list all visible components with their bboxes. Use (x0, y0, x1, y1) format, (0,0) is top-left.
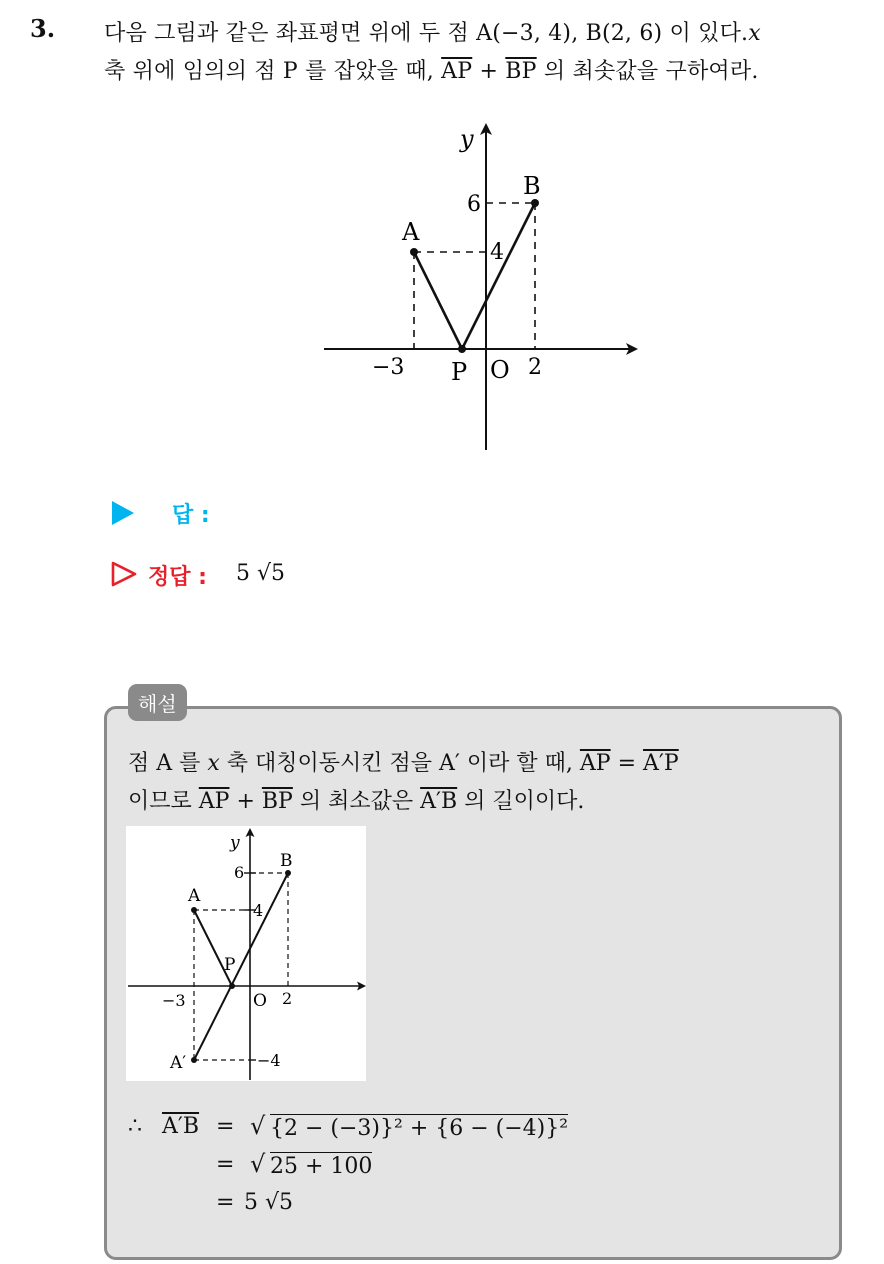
point-a-prime (191, 1057, 197, 1063)
explanation-text-4: 의 최소값은 (292, 789, 421, 814)
sqrt-sign-2: √ (250, 1150, 266, 1178)
segment-ap-3: $\overline{AP}$ (198, 789, 230, 814)
explanation-text: 점 A 를 (128, 751, 208, 776)
segment-bp: $\overline{BP}$ (505, 59, 537, 84)
label-p: P (451, 358, 468, 386)
tick-label-4: 4 (490, 240, 504, 265)
answer-label: 답 : (172, 503, 210, 528)
tick-label-2-2: 2 (282, 989, 293, 1008)
correct-marker-icon (110, 560, 138, 588)
explanation-line-1 (128, 746, 679, 777)
point-p (458, 345, 466, 353)
tick-label-minus4: −4 (257, 1051, 281, 1070)
reflection-figure (126, 826, 366, 1081)
question-text-3: 의 최솟값을 구하여라. (536, 59, 759, 84)
tick-label-4-2: 4 (253, 901, 264, 920)
tick-label-minus3: −3 (372, 355, 405, 380)
sqrt-sign-1: √ (250, 1112, 266, 1140)
x-variable-2: x (207, 751, 220, 776)
question-line-2 (104, 54, 759, 85)
explanation-tag: 해설 (128, 684, 187, 721)
label-a-2: A (188, 886, 201, 906)
plus-sign: + (472, 59, 506, 84)
question-text: 다음 그림과 같은 좌표평면 위에 두 점 A(−3, 4), B(2, 6) 이 있다. (104, 21, 749, 46)
label-a: A (402, 218, 420, 246)
explanation-text-3: 이므로 (128, 789, 199, 814)
calc-radicand-2: 25 + 100 (270, 1154, 373, 1179)
calc-radicand-1: {2 − (−3)}² + {6 − (−4)}² (270, 1116, 569, 1141)
tick-label-2: 2 (528, 355, 542, 380)
explanation-line-2 (128, 784, 584, 815)
calc-segment: A′B (162, 1114, 200, 1139)
label-b: B (523, 172, 541, 200)
segment-a-prime-p: A′P (643, 751, 679, 776)
calc-equals-3: = (216, 1190, 235, 1215)
origin-label: O (490, 356, 510, 384)
tick-label-6: 6 (467, 192, 481, 217)
point-b (531, 199, 539, 207)
segment-bp-2: $\overline{BP}$ (261, 789, 293, 814)
y-axis-label-2: y (230, 833, 240, 853)
coordinate-figure (310, 115, 650, 460)
segment-ap: $\overline{AP}$ (441, 59, 473, 84)
correct-answer-label: 정답 : (148, 565, 207, 590)
segment-ap-line (414, 252, 462, 349)
equals-sign: = (610, 751, 644, 776)
x-variable: x (748, 21, 761, 46)
calc-equals-1: = (216, 1114, 235, 1139)
explanation-text-5: 의 길이이다. (457, 789, 585, 814)
label-b-2: B (280, 851, 293, 871)
calc-equals-2: = (216, 1152, 235, 1177)
segment-ap-2: $\overline{AP}$ (579, 751, 611, 776)
label-a-prime: A′ (170, 1053, 187, 1073)
question-line-1 (104, 16, 761, 47)
point-p-2 (229, 983, 235, 989)
tick-label-6-2: 6 (234, 863, 245, 882)
question-number: 3. (30, 14, 56, 43)
point-a (410, 248, 418, 256)
segment-a-prime-b: A′B (420, 789, 458, 814)
calc-result: 5 √5 (244, 1190, 294, 1215)
correct-answer-value: 5 √5 (236, 561, 286, 586)
therefore-symbol: ∴ (128, 1114, 142, 1139)
point-a-2 (191, 907, 197, 913)
plus-sign-2: + (229, 789, 262, 814)
explanation-text-2: 축 대칭이동시킨 점을 A′ 이라 할 때, (219, 751, 580, 776)
label-p-2: P (224, 955, 236, 975)
question-text-2: 축 위에 임의의 점 P 를 잡았을 때, (104, 59, 442, 84)
y-axis-label: y (460, 125, 474, 153)
origin-label-2: O (253, 991, 267, 1011)
segment-bp-line (462, 203, 535, 349)
tick-label-minus3-2: −3 (162, 991, 186, 1010)
answer-marker-icon (112, 501, 134, 525)
